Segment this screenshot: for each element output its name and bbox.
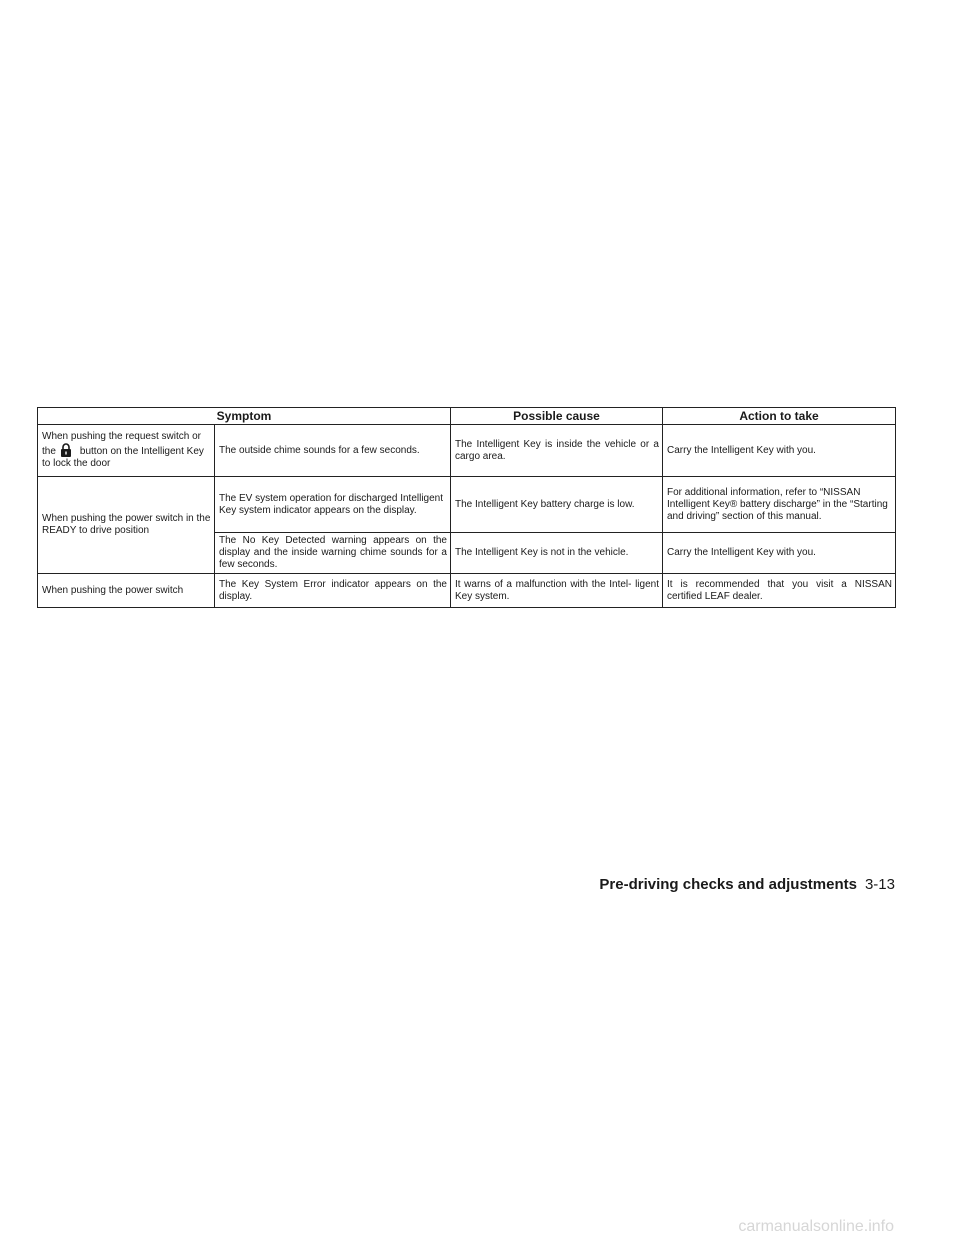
table-row xyxy=(38,477,896,533)
row4-symptom: When pushing the power switch xyxy=(38,574,215,608)
row2-symptom-detail: The EV system operation for discharged Intelligent Key system indicator appears on the display. xyxy=(215,477,451,533)
row1-possible-cause: The Intelligent Key is inside the vehicle or a cargo area. xyxy=(451,425,663,477)
troubleshooting-table-container xyxy=(37,407,895,608)
watermark[interactable]: carmanualsonline.info xyxy=(738,1218,894,1235)
header-action-to-take: Action to take xyxy=(663,408,896,425)
footer-section-title: Pre-driving checks and adjustments xyxy=(599,876,857,893)
page-footer xyxy=(599,876,895,893)
table-header-row xyxy=(38,408,896,425)
row1-action: Carry the Intelligent Key with you. xyxy=(663,425,896,477)
row3-possible-cause: The Intelligent Key is not in the vehicle. xyxy=(451,533,663,574)
troubleshooting-table xyxy=(37,407,896,608)
lock-icon xyxy=(60,443,72,457)
table-row xyxy=(38,425,896,477)
row3-action: Carry the Intelligent Key with you. xyxy=(663,533,896,574)
row4-action: It is recommended that you visit a NISSAN certified LEAF dealer. xyxy=(663,574,896,608)
header-possible-cause: Possible cause xyxy=(451,408,663,425)
row2-possible-cause: The Intelligent Key battery charge is low. xyxy=(451,477,663,533)
table-row xyxy=(38,574,896,608)
row1-symptom xyxy=(38,425,215,477)
row1-symptom-text-b: button on the Intelligent Key to lock the door xyxy=(42,446,204,469)
header-symptom: Symptom xyxy=(38,408,451,425)
row4-possible-cause: It warns of a malfunction with the Intel- ligent Key system. xyxy=(451,574,663,608)
row4-symptom-detail: The Key System Error indicator appears on the display. xyxy=(215,574,451,608)
row2-action: For additional information, refer to “NISSAN Intelligent Key® battery discharge” in the “Starting and driving” section of this manual. xyxy=(663,477,896,533)
row1-symptom-detail: The outside chime sounds for a few seconds. xyxy=(215,425,451,477)
row3-symptom-detail: The No Key Detected warning appears on the display and the inside warning chime sounds for a few seconds. xyxy=(215,533,451,574)
row1-symptom-text-a: When pushing the request switch or the xyxy=(42,431,201,457)
row2-symptom: When pushing the power switch in the READY to drive position xyxy=(38,477,215,574)
footer-page-number: 3-13 xyxy=(864,876,895,893)
